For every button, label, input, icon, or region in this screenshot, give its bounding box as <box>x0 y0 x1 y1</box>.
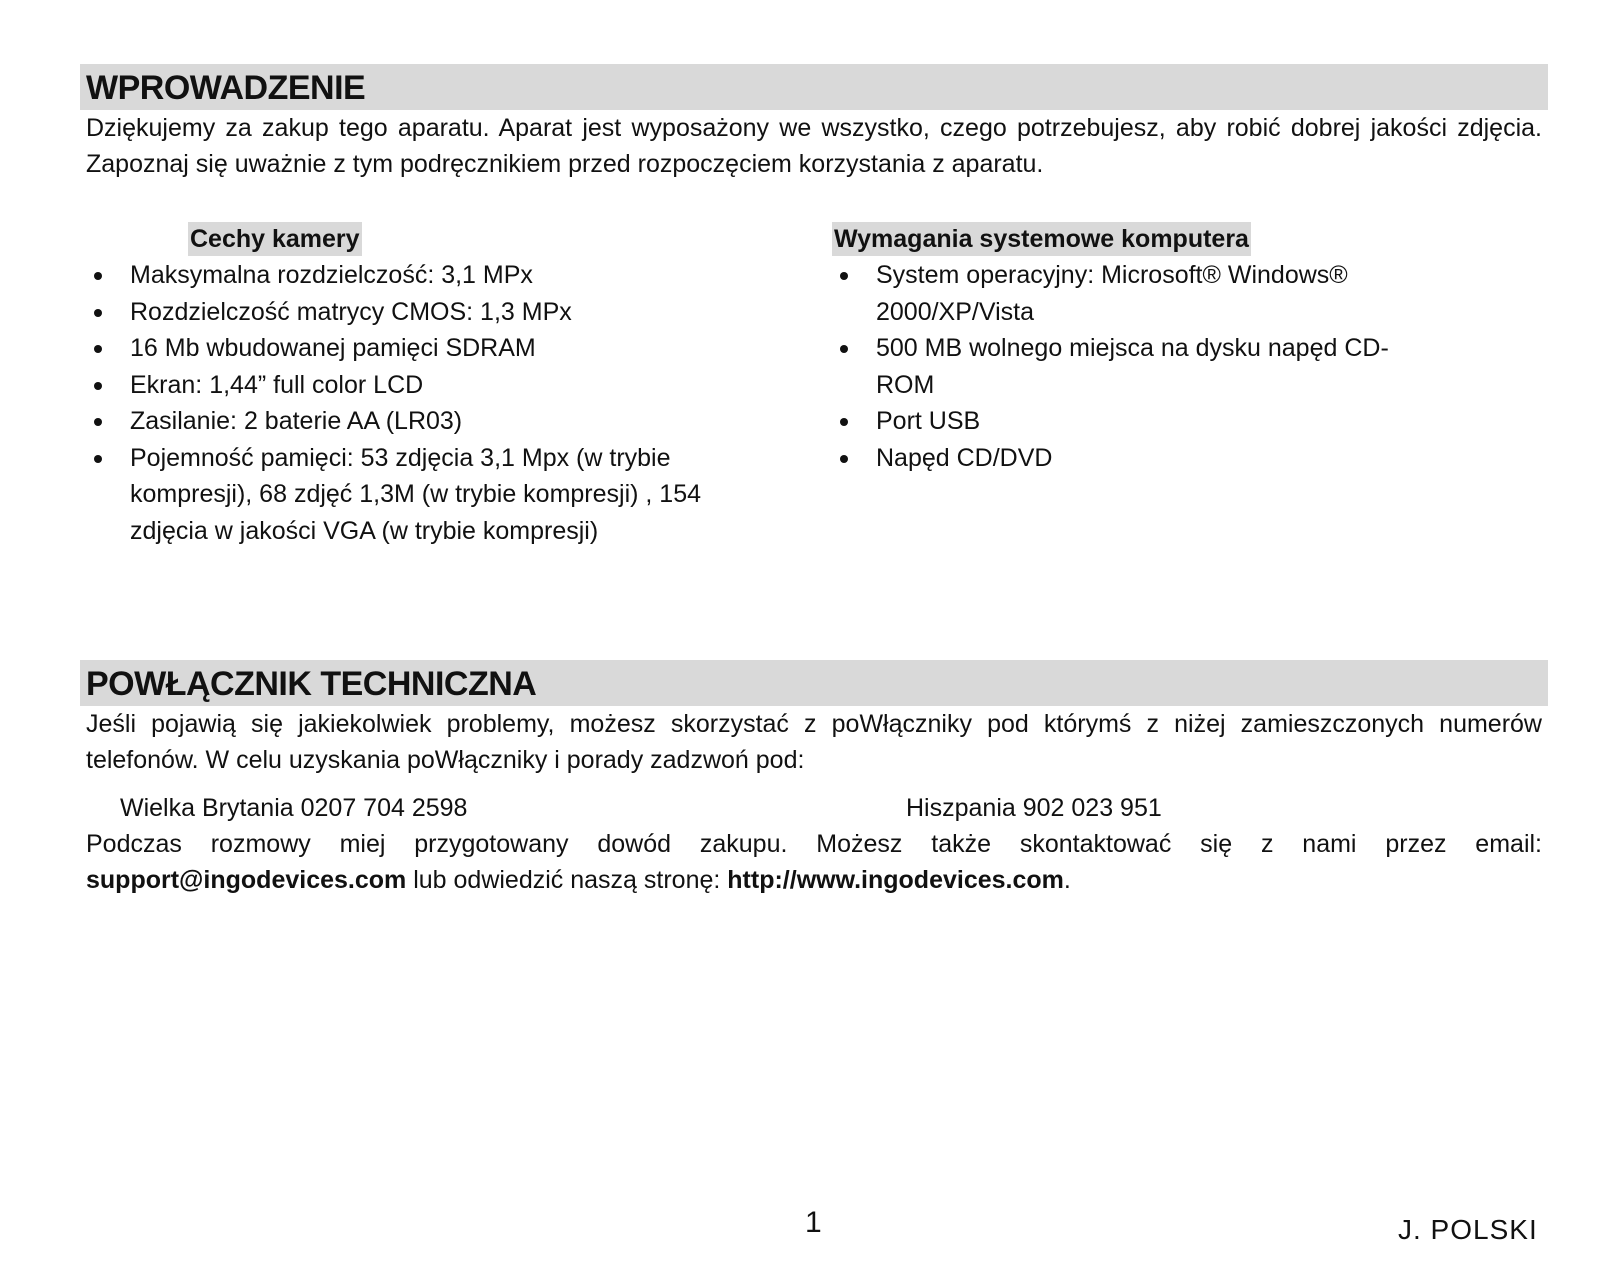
list-item: Port USB <box>834 403 1414 440</box>
bullet-icon <box>94 382 102 390</box>
bullet-icon <box>94 455 102 463</box>
phone-es: Hiszpania 902 023 951 <box>906 794 1162 822</box>
contact-text: Podczas rozmowy miej przygotowany dowód zakupu. Możesz także skontaktować się z nami przez email: <box>86 830 1542 858</box>
bullet-icon <box>840 455 848 463</box>
contact-middle-text: lub odwiedzić naszą stronę: <box>406 866 728 894</box>
list-item: Rozdzielczość matrycy CMOS: 1,3 MPx <box>88 294 778 331</box>
list-item: Zasilanie: 2 baterie AA (LR03) <box>88 403 778 440</box>
bullet-icon <box>94 272 102 280</box>
contact-end-text: . <box>1063 866 1071 894</box>
list-item: 500 MB wolnego miejsca na dysku napęd CD-ROM <box>834 330 1414 403</box>
list-item: 16 Mb wbudowanej pamięci SDRAM <box>88 330 778 367</box>
features-heading: Cechy kamery <box>188 222 362 256</box>
intro-paragraph: Dziękujemy za zakup tego aparatu. Aparat jest wyposażony we wszystko, czego potrzebujesz, aby robić dobrej jakości zdjęcia. Zapoznaj się uważnie z tym podręcznikiem przed rozpoczęciem korzystania z aparatu. <box>86 114 1542 178</box>
bullet-icon <box>840 418 848 426</box>
website-link[interactable]: http://www.ingodevices.com <box>727 866 1064 894</box>
phone-uk: Wielka Brytania 0207 704 2598 <box>120 794 468 822</box>
bullet-icon <box>840 345 848 353</box>
intro-heading: WPROWADZENIE <box>86 69 366 107</box>
features-list <box>88 257 778 549</box>
list-item: Ekran: 1,44” full color LCD <box>88 367 778 404</box>
list-item: Pojemność pamięci: 53 zdjęcia 3,1 Mpx (w trybie kompresji), 68 zdjęć 1,3M (w trybie kompresji) , 154 zdjęcia w jakości VGA (w trybie kompresji) <box>88 440 778 550</box>
list-item: Maksymalna rozdzielczość: 3,1 MPx <box>88 257 778 294</box>
language-label: J. POLSKI <box>1398 1214 1538 1245</box>
requirements-list <box>834 257 1414 476</box>
bullet-icon <box>840 272 848 280</box>
page-number: 1 <box>805 1206 822 1239</box>
support-email-link[interactable]: support@ingodevices.com <box>86 866 407 894</box>
intro-heading-bar <box>80 64 1548 110</box>
requirements-heading: Wymagania systemowe komputera <box>832 222 1251 256</box>
bullet-icon <box>94 345 102 353</box>
support-paragraph: Jeśli pojawią się jakiekolwiek problemy, możesz skorzystać z poWłączniky pod którymś z niżej zamieszczonych numerów telefonów. W celu uzyskania poWłączniky i porady zadzwoń pod: <box>86 710 1542 774</box>
bullet-icon <box>94 309 102 317</box>
list-item: Napęd CD/DVD <box>834 440 1414 477</box>
support-heading-bar <box>80 660 1548 706</box>
bullet-icon <box>94 418 102 426</box>
list-item: System operacyjny: Microsoft® Windows® 2000/XP/Vista <box>834 257 1414 330</box>
support-heading: POWŁĄCZNIK TECHNICZNA <box>86 665 537 703</box>
contact-paragraph <box>86 826 1542 898</box>
